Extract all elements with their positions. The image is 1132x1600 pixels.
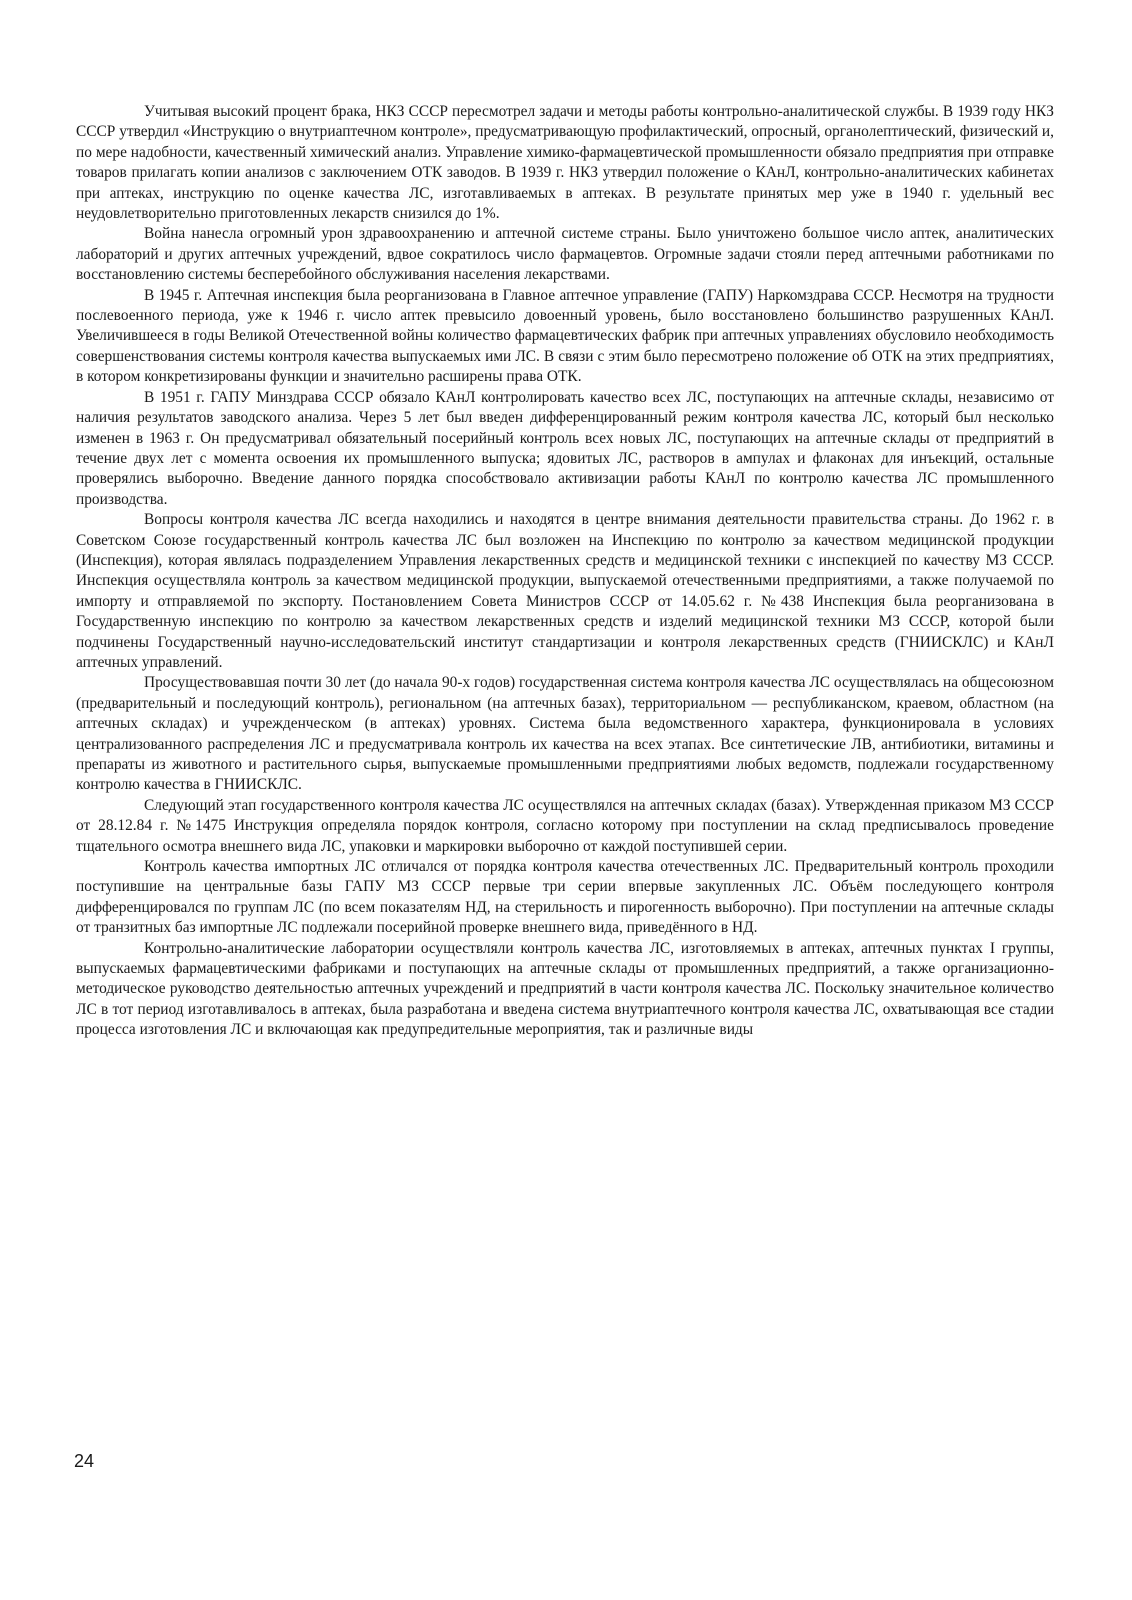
paragraph-9: Контрольно-аналитические лаборатории осуществляли контроль качества ЛС, изготовляемых в аптеках, аптечных пунктах I группы, выпускаемых фармацевтическими фабриками и поступающих на аптечные склады от промышленных предприятий, а также организационно-методическое руководство деятельностью аптечных учреждений и предприятий в части контроля качества ЛС. Поскольку значительное количество ЛС в тот период изготавливалось в аптеках, была разработана и введена система внутриаптечного контроля качества ЛС, охватывающая все стадии процесса изготовления ЛС и включающая как предупредительные мероприятия, так и различные виды <box>76 939 1054 1039</box>
paragraph-5: Вопросы контроля качества ЛС всегда находились и находятся в центре внимания деятельности правительства страны. До 1962 г. в Советском Союзе государственный контроль качества ЛС был возложен на Инспекцию по контролю за качеством медицинской продукции (Инспекция), которая являлась подразделением Управления лекарственных средств и медицинской техники с инспекцией по качеству МЗ СССР. Инспекция осуществляла контроль за качеством медицинской продукции, выпускаемой отечественными предприятиями, а также получаемой по импорту и отправляемой по экспорту. Постановлением Совета Министров СССР от 14.05.62 г. №438 Инспекция была реорганизована в Государственную инспекцию по контролю за качеством лекарственных средств и изделий медицинской техники МЗ СССР, которой были подчинены Государственный научно-исследовательский институт стандартизации и контроля лекарственных средств (ГНИИСКЛС) и КАнЛ аптечных управлений. <box>76 511 1054 671</box>
page-number: 24 <box>74 1451 95 1471</box>
paragraph-6: Просуществовавшая почти 30 лет (до начала 90-х годов) государственная система контроля качества ЛС осуществлялась на общесоюзном (предварительный и последующий контроль), региональном (на аптечных базах), территориальном — республиканском, краевом, областном (на аптечных складах) и учрежденческом (в аптеках) уровнях. Система была ведомственного характера, функционировала в условиях централизованного распределения ЛС и предусматривала контроль их качества на всех этапах. Все синтетические ЛВ, антибиотики, витамины и препараты из животного и растительного сырья, выпускаемые промышленными предприятиями любых ведомств, подлежали государственному контролю качества в ГНИИСКЛС. <box>76 674 1054 794</box>
paragraph-2: Война нанесла огромный урон здравоохранению и аптечной системе страны. Было уничтожено большое число аптек, аналитических лабораторий и других аптечных учреждений, вдвое сократилось число фармацевтов. Огромные задачи стояли перед аптечными работниками по восстановлению системы бесперебойного обслуживания населения лекарствами. <box>76 225 1054 284</box>
paragraph-3: В 1945 г. Аптечная инспекция была реорганизована в Главное аптечное управление (ГАПУ) Наркомздрава СССР. Несмотря на трудности послевоенного периода, уже к 1946 г. число аптек превысило довоенный уровень, было восстановлено большинство разрушенных КАнЛ. Увеличившееся в годы Великой Отечественной войны количество фармацевтических фабрик при аптечных управлениях обусловило необходимость совершенствования системы контроля качества выпускаемых ими ЛС. В связи с этим было пересмотрено положение об ОТК на этих предприятиях, в котором конкретизированы функции и значительно расширены права ОТК. <box>76 286 1054 386</box>
page-text <box>76 102 1054 1041</box>
paragraph-7: Следующий этап государственного контроля качества ЛС осуществлялся на аптечных складах (базах). Утвержденная приказом МЗ СССР от 28.12.84 г. №1475 Инструкция определяла порядок контроля, согласно которому при поступлении на склад предписывалось проведение тщательного осмотра внешнего вида ЛС, упаковки и маркировки выборочно от каждой поступившей серии. <box>76 796 1054 855</box>
paragraph-8: Контроль качества импортных ЛС отличался от порядка контроля качества отечественных ЛС. Предварительный контроль проходили поступившие на центральные базы ГАПУ МЗ СССР первые три серии впервые закупленных ЛС. Объём последующего контроля дифференцировался по группам ЛС (по всем показателям НД, на стерильность и пирогенность выборочно). При поступлении на аптечные склады от транзитных баз импортные ЛС подлежали посерийной проверке внешнего вида, приведённого в НД. <box>76 858 1054 937</box>
paragraph-4: В 1951 г. ГАПУ Минздрава СССР обязало КАнЛ контролировать качество всех ЛС, поступающих на аптечные склады, независимо от наличия результатов заводского анализа. Через 5 лет был введен дифференцированный режим контроля качества ЛС, который был несколько изменен в 1963 г. Он предусматривал обязательный посерийный контроль всех новых ЛС, поступающих на аптечные склады от предприятий в течение двух лет с момента освоения их промышленного выпуска; ядовитых ЛС, растворов в ампулах и флаконах для инъекций, остальные проверялись выборочно. Введение данного порядка способствовало активизации работы КАнЛ по контролю качества ЛС промышленного производства. <box>76 388 1054 508</box>
paragraph-1: Учитывая высокий процент брака, НКЗ СССР пересмотрел задачи и методы работы контрольно-аналитической службы. В 1939 году НКЗ СССР утвердил «Инструкцию о внутриаптечном контроле», предусматривающую профилактический, опросный, органолептический, физический и, по мере надобности, качественный химический анализ. Управление химико-фармацевтической промышленности обязало предприятия при отправке товаров прилагать копии анализов с заключением ОТК заводов. В 1939 г. НКЗ утвердил положение о КАнЛ, контрольно-аналитических кабинетах при аптеках, инструкцию по оценке качества ЛС, изготавливаемых в аптеках. В результате принятых мер уже в 1940 г. удельный вес неудовлетворительно приготовленных лекарств снизился до 1%. <box>76 103 1054 223</box>
